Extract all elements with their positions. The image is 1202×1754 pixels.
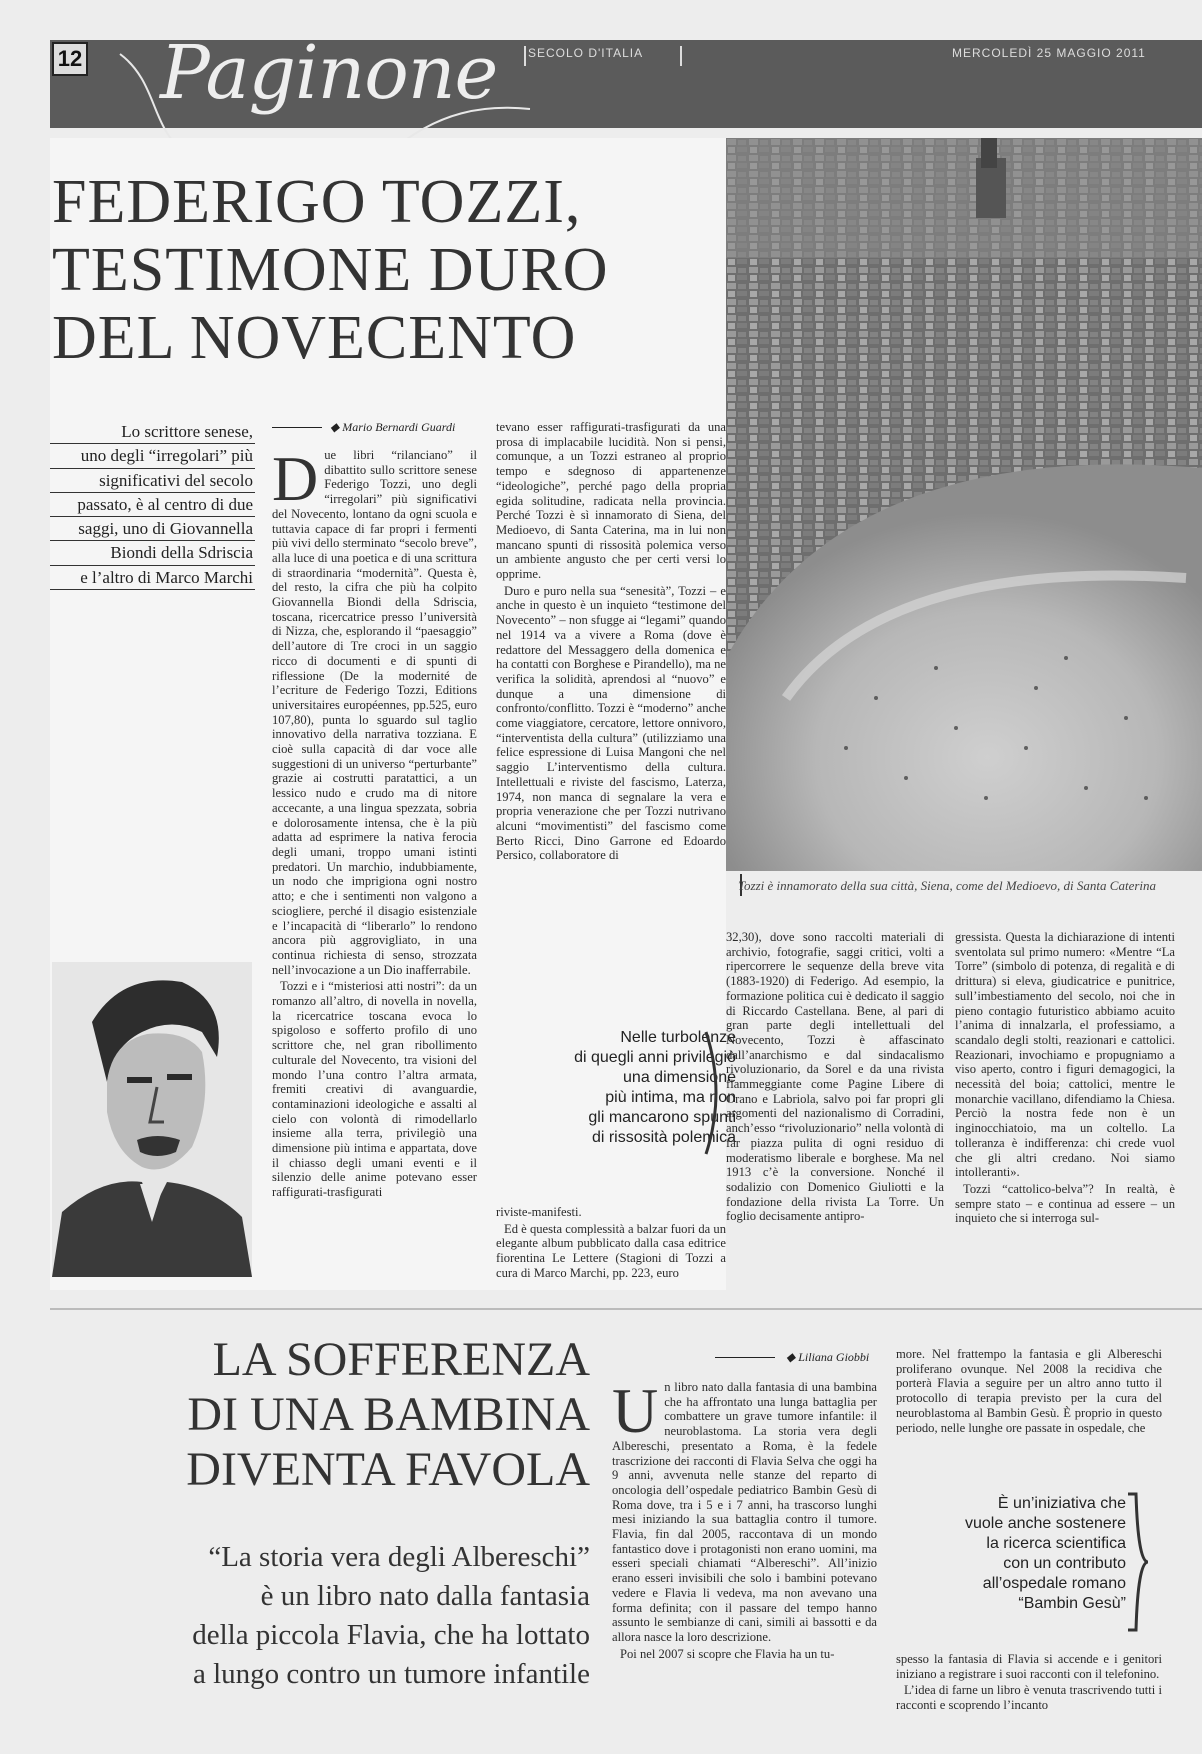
body-column-3: [726, 930, 944, 1288]
headline-line: DEL NOVECENTO: [52, 304, 577, 372]
paragraph-text: ue libri “rilanciano” il dibattito sullo scrittore senese Federigo Tozzi, uno degli “irregolari” più significativi del Novecento, lontano da ogni scuola e tuttavia capace di far propri i fermenti più vivi dello sterminato “secolo breve”, alla luce di una poetica e di una scrittura di straordinaria “modernità”. Questa è, del resto, la cifra che più ha colpito Giovannella Biondi della Sdriscia, toscana, ricercatrice presso l’università di Nizza, che, esplorando il “paesaggio” dell’autore di Tre croci in un saggio ricco di documenti e di spunti di riflessione (De la modernité de l’ecriture de Federigo Tozzi, Editions universitaires européennes, pp.525, euro 107,80), punta lo sguardo sul taglio innovativo della narrativa tozziana. E cioè sulla capacità di dar voce alle suggestioni di un universo “perturbante” grazie ai costrutti paratattici, a un lessico nudo e crudo ma di nitore accecante, a una lingua spezzata, sobria e dolorosamente intensa, che è la più adatta ad esprimere la nativa ferocia degli umani, troppo umani istinti predatori. Un marchio, indubbiamente, un nodo che imprigiona ogni nostro atto; e che i sentimenti non valgono a sciogliere, perché il disagio esistenziale e l’incapacità di “liberarlo” lo rendono ancora più aggrovigliato, in una continua richiesta di senso, strozzata nell’invocazione a un Dio inafferrabile.: [272, 448, 477, 977]
pull-quote-line: più intima, ma non: [605, 1089, 736, 1106]
pull-quote: [900, 1494, 1126, 1614]
photo-caption: Tozzi è innamorato della sua città, Siena, come del Medioevo, di Santa Caterina: [738, 878, 1157, 893]
pull-quote-bracket: [1124, 1492, 1150, 1632]
pull-quote-line: È un’iniziativa che: [997, 1495, 1126, 1512]
paragraph: Duro e puro nella sua “senesità”, Tozzi – e anche in questo è un inquieto “testimone del Novecento” – non sfugge ai “legami” quando nel 1914 va a vivere a Roma (dove è redattore del Messaggero della domenica e ha contatti con Borghese e Pirandello), ma ne verifica la solidità, aprendosi al “nuovo” e dunque a una dimensione di confronto/conflitto. Tozzi è “moderno” anche come viaggiatore, cercatore, lettore onnivoro, “interventista della cultura” (utilizziamo una felice espressione di Luisa Mangoni che nel saggio L’interventismo della cultura. Intellettuali e riviste del fascismo, Laterza, 1974, non manca di segnalare la vera e propria venerazione che per Tozzi nutrivano alcuni “movimentisti” del fascismo come Berto Ricci, Dino Garrone ed Edoardo Persico, collaboratore di: [496, 583, 726, 863]
byline-rule: [272, 427, 322, 428]
article-subhead: [50, 420, 255, 590]
paragraph: gressista. Questa la dichiarazione di intenti sventolata sul primo numero: «Mentre “La Torre” (simbolo di potenza, di regalità e di drittura) si eleva, giudicatrice e punitrice, sull’imbestiamento del secolo, noi che in pieno contagio futuristico abbiamo acuito l’anima di innalzarla, el professiamo, a scandalo degli stolti, reazionari e cattolici. Reazionari, invochiamo e propugniamo a viso aperto, contro i figuri demagogici, la necessità del boia; cattolici, mentre le monarchie vacillano, difendiamo la Chiesa. Perciò la nostra fede non è un inginocchiatoio, ma un coltello. La tolleranza è indifferenza: chi crede vuol che gli altri credano. Noi siamo intolleranti».: [955, 930, 1175, 1180]
subhead-line: saggi, uno di Giovannella: [50, 517, 255, 541]
author-name: Mario Bernardi Guardi: [342, 420, 456, 434]
section-title: Paginone: [160, 30, 498, 116]
article2-headline: [60, 1332, 590, 1497]
headline-line: DIVENTA FAVOLA: [186, 1443, 590, 1496]
paragraph-text: n libro nato dalla fantasia di una bambina che ha affrontato una lunga battaglia per combattere un grave tumore infantile: il neuroblastoma. La storia vera degli Albereschi, presentato a Roma, è la fedele trascrizione dei racconti di Flavia Selva che oggi ha 9 anni, avvenuta nelle stanze del reparto di oncologia dell’ospedale pediatrico Bambin Gesù di Roma dove, tra i 5 e i 7 anni, ha trascorso lunghi mesi iniziando la sua battaglia contro il tumore. Flavia, fin dal 2005, raccontava di un mondo fantastico dove i protagonisti non erano uomini, ma esseri speciali chiamati “Albereschi”. All’inizio erano esseri invisibili che solo i bambini potevano vedere e Flavia li vedeva, ma non avevano una forma definita; con il passare del tempo hanno assunto le sembianze di cani, simili ai bassotti e da allora nasce la loro descrizione.: [612, 1380, 877, 1644]
paragraph: 32,30), dove sono raccolti materiali di archivio, fotografie, saggi critici, volti a ripercorrere le sequenze della breve vita (1883-1920) di Federigo. Ad esempio, la formazione politica cui è dedicato il saggio di Riccardo Castellana. Bene, al pari di gran parte degli intellettuali del Novecento, Tozzi è affascinato dall’anarchismo e dal sindacalismo rivoluzionario, da Sorel e da una rivista fiammeggiante come Pagine Libere di Orano e Labriola, salvo poi far propri gli argomenti del nazionalismo di Corradini, anch’esso “rivoluzionario” nella volontà di far piazza pulita di ogni residuo di moderatismo liberale e borghese. Ma nel 1913 c’è la conversione. Nonché il sodalizio con Domenico Giuliotti e la fondazione della rivista La Torre. Un foglio decisamente antipro-: [726, 930, 944, 1224]
section-separator: [50, 1308, 1202, 1310]
masthead-divider: [524, 46, 526, 66]
issue-date: MERCOLEDÌ 25 MAGGIO 2011: [952, 46, 1146, 60]
pull-quote-line: gli mancarono spunti: [588, 1109, 736, 1126]
deck-line: a lungo contro un tumore infantile: [192, 1658, 590, 1690]
paragraph: Ed è questa complessità a balzar fuori da un elegante album pubblicato dalla casa editrice fiorentina Le Lettere (Stagioni di Tozzi a cura di Marco Marchi, pp. 223, euro: [496, 1221, 726, 1280]
headline-line: LA SOFFERENZA: [212, 1333, 590, 1386]
paragraph: Tozzi e i “misteriosi atti nostri”: da un romanzo all’altro, di novella in novella, la ricercatrice toscana evoca lo spigoloso e sofferto profilo di uno scrittore che, nel gran ribollimento culturale del Novecento, tra visioni del mondo l’una contro l’altra armata, fremiti creativi di avanguardie, contaminazioni ideologiche e assalti al cielo con volontà di rimodellarlo insieme alla terra, privilegiò una dimensione più intima e appartata, dove il chiasso degli umani eventi e il silenzio delle anime potevano esser raffigurati-trasfigurati: [272, 979, 477, 1200]
body-column-4: [955, 930, 1175, 1288]
headline-line: TESTIMONE DURO: [52, 236, 609, 304]
pull-quote-line: una dimensione: [623, 1069, 736, 1086]
subhead-line: e l’altro di Marco Marchi: [50, 566, 255, 590]
drop-cap: D: [272, 448, 319, 514]
subhead-line: Biondi della Sdriscia: [50, 541, 255, 565]
drop-cap: U: [612, 1380, 659, 1446]
headline-line: DI UNA BAMBINA: [187, 1388, 590, 1441]
paragraph: tevano esser raffigurati-trasfigurati da una prosa di implacabile lucidità. Non si pensi, comunque, a un Tozzi estraneo al proprio tempo e sdegnoso di appartenenze “ideologiche”, perché pago della propria egida solitudine, radicata nella provincia. Perché Tozzi è sì innamorato di Siena, del Medioevo, di Santa Caterina, ma in lui non mancano spunti di rissosità polemica verso un ambiente angusto che per certi versi lo opprime.: [496, 420, 726, 582]
paragraph: [272, 448, 477, 977]
subhead-line: passato, è al centro di due: [50, 493, 255, 517]
paragraph: spesso la fantasia di Flavia si accende e i genitori iniziano a registrare i suoi racconti con il telefonino.: [896, 1652, 1162, 1681]
author-byline: ◆ Mario Bernardi Guardi: [330, 420, 456, 434]
paragraph: more. Nel frattempo la fantasia e gli Albereschi proliferano ovunque. Nel 2008 la recidiva che porterà Flavia a seguire per un altro anno tutto il protocollo di terapia previsto per la cura del neuroblastoma al Bambin Gesù. È proprio in questo periodo, nelle lunghe ore passate in ospedale, che: [896, 1347, 1162, 1435]
paragraph: L’idea di farne un libro è venuta trascrivendo tutti i racconti e scoprendo l’incanto: [896, 1683, 1162, 1713]
body-column-2-continued: [496, 1205, 726, 1288]
siena-aerial-photo: [726, 138, 1202, 871]
body-column-1: [272, 448, 477, 1278]
pull-quote-line: di rissosità polemica: [591, 1129, 736, 1146]
byline-rule: [715, 1357, 775, 1358]
deck-line: è un libro nato dalla fantasia: [260, 1580, 590, 1612]
subhead-line: uno degli “irregolari” più: [50, 444, 255, 468]
body-column-2: [496, 420, 726, 895]
author-name: Liliana Giobbi: [798, 1350, 870, 1364]
subhead-line: significativi del secolo: [50, 469, 255, 493]
pull-quote-line: Nelle turbolenze: [620, 1029, 736, 1046]
pull-quote-line: “Bambin Gesù”: [1018, 1595, 1126, 1612]
headline-line: FEDERIGO TOZZI,: [52, 168, 582, 236]
pull-quote-line: vuole anche sostenere: [965, 1515, 1126, 1532]
masthead-divider: [680, 46, 682, 66]
subhead-line: Lo scrittore senese,: [50, 420, 255, 444]
paragraph: riviste-manifesti.: [496, 1205, 582, 1219]
pull-quote-line: di quegli anni privilegiò: [574, 1049, 736, 1066]
pull-quote: [480, 1028, 736, 1148]
paragraph: Tozzi “cattolico-belva”? In realtà, è sempre stato – e continua ad essere – un inquieto che si interroga sul-: [955, 1181, 1175, 1226]
newspaper-name: SECOLO D'ITALIA: [528, 46, 644, 60]
article-headline: [52, 168, 732, 372]
paragraph: [612, 1380, 877, 1645]
pull-quote-line: la ricerca scientifica: [986, 1535, 1126, 1552]
pull-quote-line: con un contributo: [1003, 1555, 1126, 1572]
pull-quote-bracket: [700, 1030, 728, 1156]
deck-line: “La storia vera degli Albereschi”: [208, 1541, 590, 1573]
tozzi-portrait: [52, 962, 252, 1277]
article2-deck: [60, 1538, 590, 1694]
article2-column-2-continued: [896, 1652, 1162, 1754]
article2-column-1: [612, 1380, 877, 1754]
page-number: 12: [52, 42, 88, 76]
deck-line: della piccola Flavia, che ha lottato: [192, 1619, 590, 1651]
article2-column-2: [896, 1347, 1162, 1477]
pull-quote-line: all’ospedale romano: [982, 1575, 1126, 1592]
author-byline: ◆ Liliana Giobbi: [786, 1350, 870, 1364]
paragraph: Poi nel 2007 si scopre che Flavia ha un tu-: [620, 1646, 835, 1661]
